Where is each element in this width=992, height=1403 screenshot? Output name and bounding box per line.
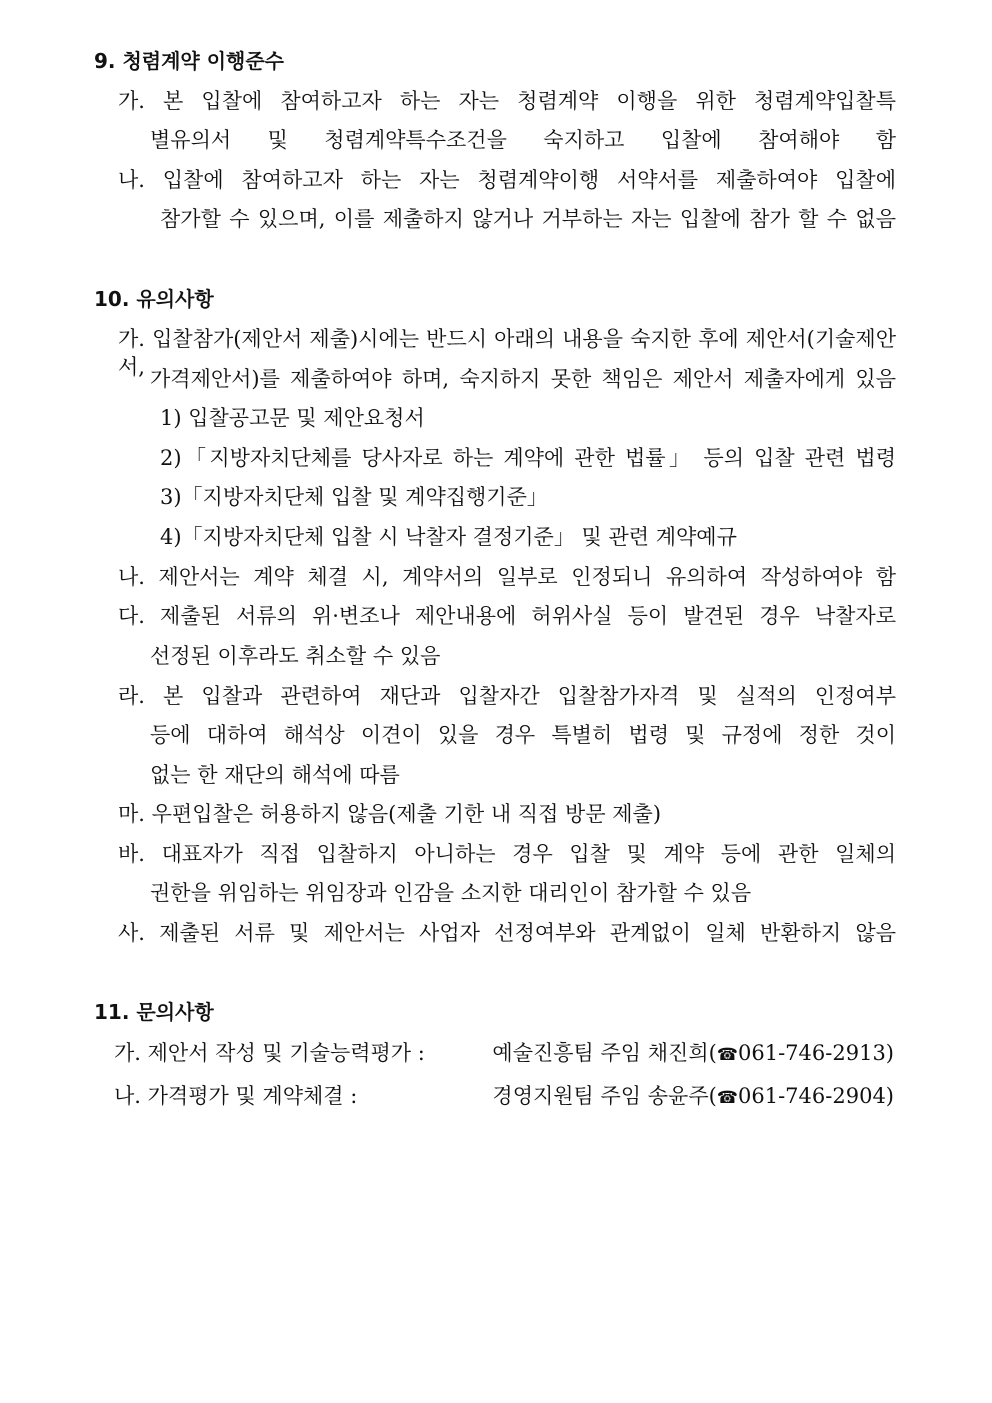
list-item: 3)「지방자치단체 입찰 및 계약집행기준」	[160, 485, 548, 509]
contact-team: 예술진흥팀 주임 채진희(	[492, 1041, 717, 1065]
contact-phone: 061-746-2913)	[738, 1041, 894, 1065]
paragraph-line: 선정된 이후라도 취소할 수 있음	[150, 644, 441, 668]
paragraph-line: 별유의서 및 청렴계약특수조건을 숙지하고 입찰에 참여해야 함	[150, 128, 896, 152]
paragraph-line: 등에 대하여 해석상 이견이 있을 경우 특별히 법령 및 규정에 정한 것이	[150, 723, 896, 747]
paragraph-line: 없는 한 재단의 해석에 따름	[150, 763, 400, 787]
contact-team: 경영지원팀 주임 송윤주(	[492, 1084, 717, 1108]
paragraph-line: 가. 본 입찰에 참여하고자 하는 자는 청렴계약 이행을 위한 청렴계약입찰특	[118, 89, 896, 113]
phone-icon: ☎	[716, 1045, 738, 1065]
list-item: 4)「지방자치단체 입찰 시 낙찰자 결정기준」 및 관련 계약예규	[160, 525, 737, 549]
paragraph-line: 라. 본 입찰과 관련하여 재단과 입찰자간 입찰참가자격 및 실적의 인정여부	[118, 684, 896, 708]
section-heading-inquiries: 11. 문의사항	[94, 1000, 214, 1024]
phone-icon: ☎	[716, 1088, 738, 1108]
contact-phone: 061-746-2904)	[738, 1084, 894, 1108]
paragraph-line: 나. 제안서는 계약 체결 시, 계약서의 일부로 인정되니 유의하여 작성하여야 함	[118, 565, 896, 589]
section-heading-integrity-contract: 9. 청렴계약 이행준수	[94, 49, 284, 73]
paragraph-line: 참가할 수 있으며, 이를 제출하지 않거나 거부하는 자는 입찰에 참가 할 수 없음	[160, 207, 896, 231]
list-item: 2)「지방자치단체를 당사자로 하는 계약에 관한 법률」 등의 입찰 관련 법령	[160, 446, 896, 470]
paragraph-line: 나. 입찰에 참여하고자 하는 자는 청렴계약이행 서약서를 제출하여야 입찰에	[118, 168, 896, 192]
paragraph-line: 가. 입찰참가(제안서 제출)시에는 반드시 아래의 내용을 숙지한 후에 제안서(기술제안서,	[118, 327, 896, 379]
contact-value-proposal	[484, 1039, 894, 1069]
contact-label-price: 나. 가격평가 및 계약체결 :	[114, 1084, 358, 1108]
paragraph-line: 사. 제출된 서류 및 제안서는 사업자 선정여부와 관계없이 일체 반환하지 않음	[118, 921, 896, 945]
paragraph-line: 바. 대표자가 직접 입찰하지 아니하는 경우 입찰 및 계약 등에 관한 일체의	[118, 842, 896, 866]
paragraph-line: 가격제안서)를 제출하여야 하며, 숙지하지 못한 책임은 제안서 제출자에게 있음	[150, 367, 896, 391]
list-item: 1) 입찰공고문 및 제안요청서	[160, 406, 425, 430]
paragraph-line: 마. 우편입찰은 허용하지 않음(제출 기한 내 직접 방문 제출)	[118, 802, 662, 826]
section-heading-precautions: 10. 유의사항	[94, 287, 214, 311]
contact-value-price	[484, 1082, 894, 1112]
contact-label-proposal: 가. 제안서 작성 및 기술능력평가 :	[114, 1041, 425, 1065]
paragraph-line: 다. 제출된 서류의 위·변조나 제안내용에 허위사실 등이 발견된 경우 낙찰자로	[118, 604, 896, 628]
paragraph-line: 권한을 위임하는 위임장과 인감을 소지한 대리인이 참가할 수 있음	[150, 881, 752, 905]
